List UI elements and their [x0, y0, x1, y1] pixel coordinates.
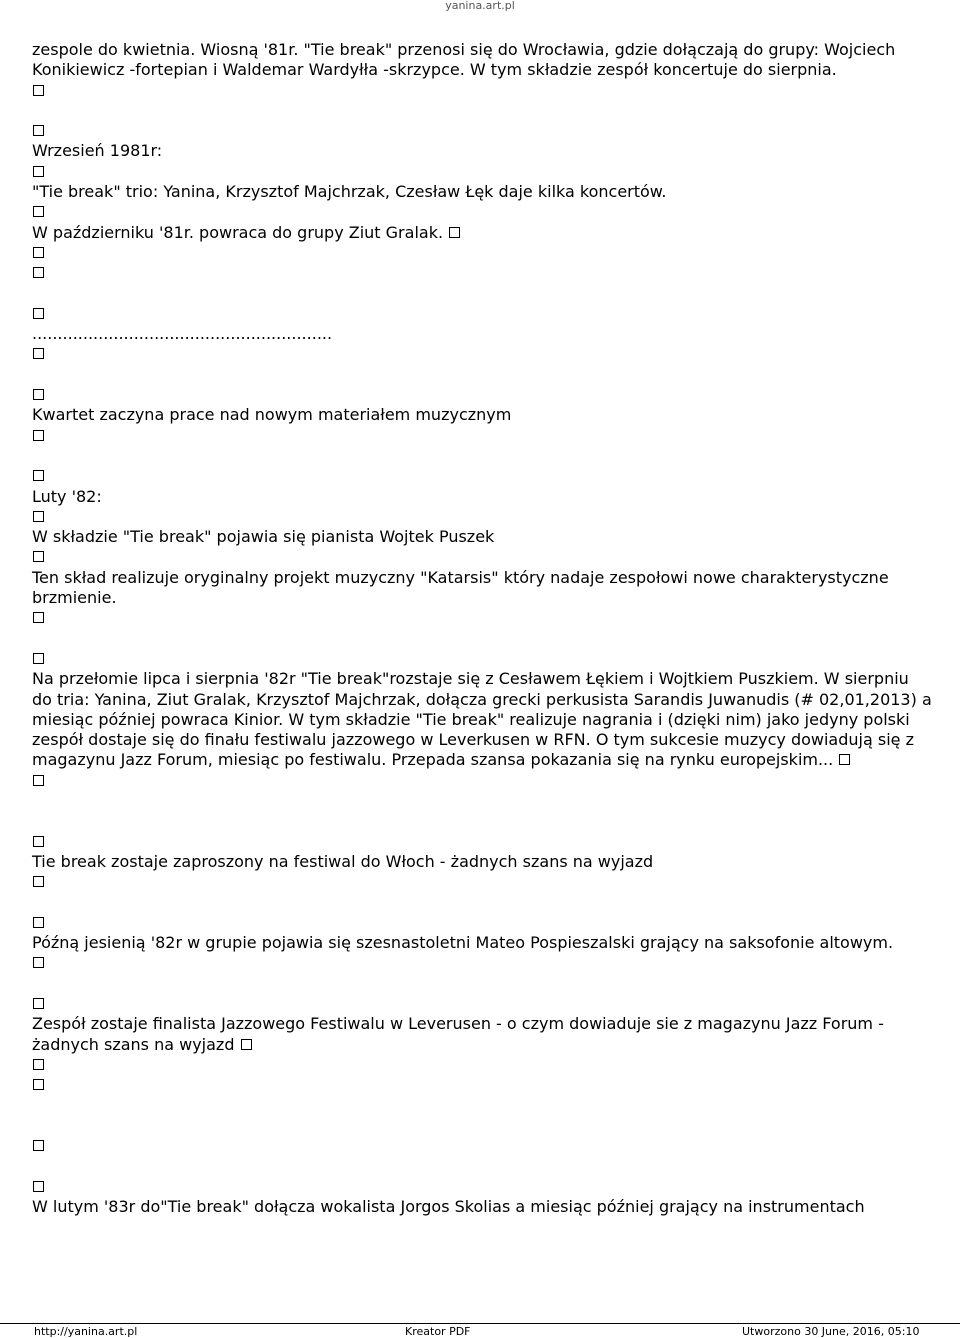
checkbox-glyph-icon [33, 511, 44, 522]
paragraph: Kwartet zaczyna prace nad nowym materiałem muzycznym [32, 405, 512, 425]
paragraph: Późną jesienią '82r w grupie pojawia się szesnastoletni Mateo Pospieszalski grający na saksofonie altowym. [32, 933, 894, 953]
checkbox-glyph-icon [33, 430, 44, 441]
checkbox-glyph-icon [33, 470, 44, 481]
checkbox-glyph-icon [33, 775, 44, 786]
checkbox-glyph-icon [33, 1140, 44, 1151]
paragraph: zespole do kwietnia. Wiosną '81r. "Tie break" przenosi się do Wrocławia, gdzie dołączają do grupy: Wojciech Konikiewicz -fortepian i Waldemar Wardyłła -skrzypce. W tym składzie zespół koncertuje do sierpnia. [32, 40, 896, 80]
checkbox-glyph-icon [33, 551, 44, 562]
checkbox-glyph-icon [241, 1039, 252, 1050]
paragraph: W październiku '81r. powraca do grupy Ziut Gralak. [32, 222, 444, 242]
page-footer [0, 1323, 960, 1337]
checkbox-glyph-icon [33, 1079, 44, 1090]
checkbox-glyph-icon [449, 227, 460, 238]
checkbox-glyph-icon [33, 836, 44, 847]
footer-url[interactable]: http://yanina.art.pl [34, 1325, 138, 1338]
checkbox-glyph-icon [33, 267, 44, 278]
checkbox-glyph-icon [33, 85, 44, 96]
checkbox-glyph-icon [33, 348, 44, 359]
paragraph: Na przełomie lipca i sierpnia '82r "Tie break"rozstaje się z Cesławem Łękiem i Wojtkiem Puszkiem. W sierpniu do tria: Yanina, Ziut Gralak, Krzysztof Majchrzak, dołącza grecki perkusista Sarandis Juwanudis (# 02,01,2013) a miesiąc później powraca Kinior. W tym składzie "Tie break" realizuje nagrania i (dzięki nim) jako jedyny polski zespół dostaje się do finału festiwalu jazzowego w Leverkusen w RFN. O tym sukcesie muzycy dowiadują się z magazynu Jazz Forum, miesiąc po festiwalu. Przepada szansa pokazania się na rynku europejskim... [32, 669, 932, 770]
checkbox-glyph-icon [33, 166, 44, 177]
checkbox-glyph-icon [33, 957, 44, 968]
checkbox-glyph-icon [33, 206, 44, 217]
paragraph: Zespół zostaje finalista Jazzowego Festiwalu w Leverusen - o czym dowiaduje sie z magazynu Jazz Forum - żadnych szans na wyjazd [32, 1014, 884, 1054]
checkbox-glyph-icon [33, 1181, 44, 1192]
checkbox-glyph-icon [33, 1059, 44, 1070]
article-body [32, 40, 932, 1217]
checkbox-glyph-icon [33, 125, 44, 136]
paragraph: W lutym '83r do"Tie break" dołącza wokalista Jorgos Skolias a miesiąc później grający na instrumentach [32, 1196, 865, 1216]
footer-created-date: Utworzono 30 June, 2016, 05:10 [742, 1325, 920, 1338]
checkbox-glyph-icon [33, 247, 44, 258]
paragraph: Ten skład realizuje oryginalny projekt muzyczny "Katarsis" który nadaje zespołowi nowe charakterystyczne brzmienie. [32, 567, 889, 608]
paragraph: Wrzesień 1981r: [32, 141, 163, 161]
checkbox-glyph-icon [839, 754, 850, 765]
paragraph: W składzie "Tie break" pojawia się pianista Wojtek Puszek [32, 527, 495, 547]
paragraph: Luty '82: [32, 486, 102, 506]
footer-creator: Kreator PDF [405, 1325, 471, 1338]
checkbox-glyph-icon [33, 308, 44, 319]
checkbox-glyph-icon [33, 998, 44, 1009]
paragraph: Tie break zostaje zaproszony na festiwal do Włoch - żadnych szans na wyjazd [32, 851, 654, 871]
paragraph: "Tie break" trio: Yanina, Krzysztof Majchrzak, Czesław Łęk daje kilka koncertów. [32, 182, 667, 202]
checkbox-glyph-icon [33, 653, 44, 664]
checkbox-glyph-icon [33, 917, 44, 928]
checkbox-glyph-icon [33, 389, 44, 400]
dotted-separator: ........................................................... [32, 324, 333, 344]
checkbox-glyph-icon [33, 612, 44, 623]
checkbox-glyph-icon [33, 876, 44, 887]
page-header: yanina.art.pl [445, 0, 515, 12]
